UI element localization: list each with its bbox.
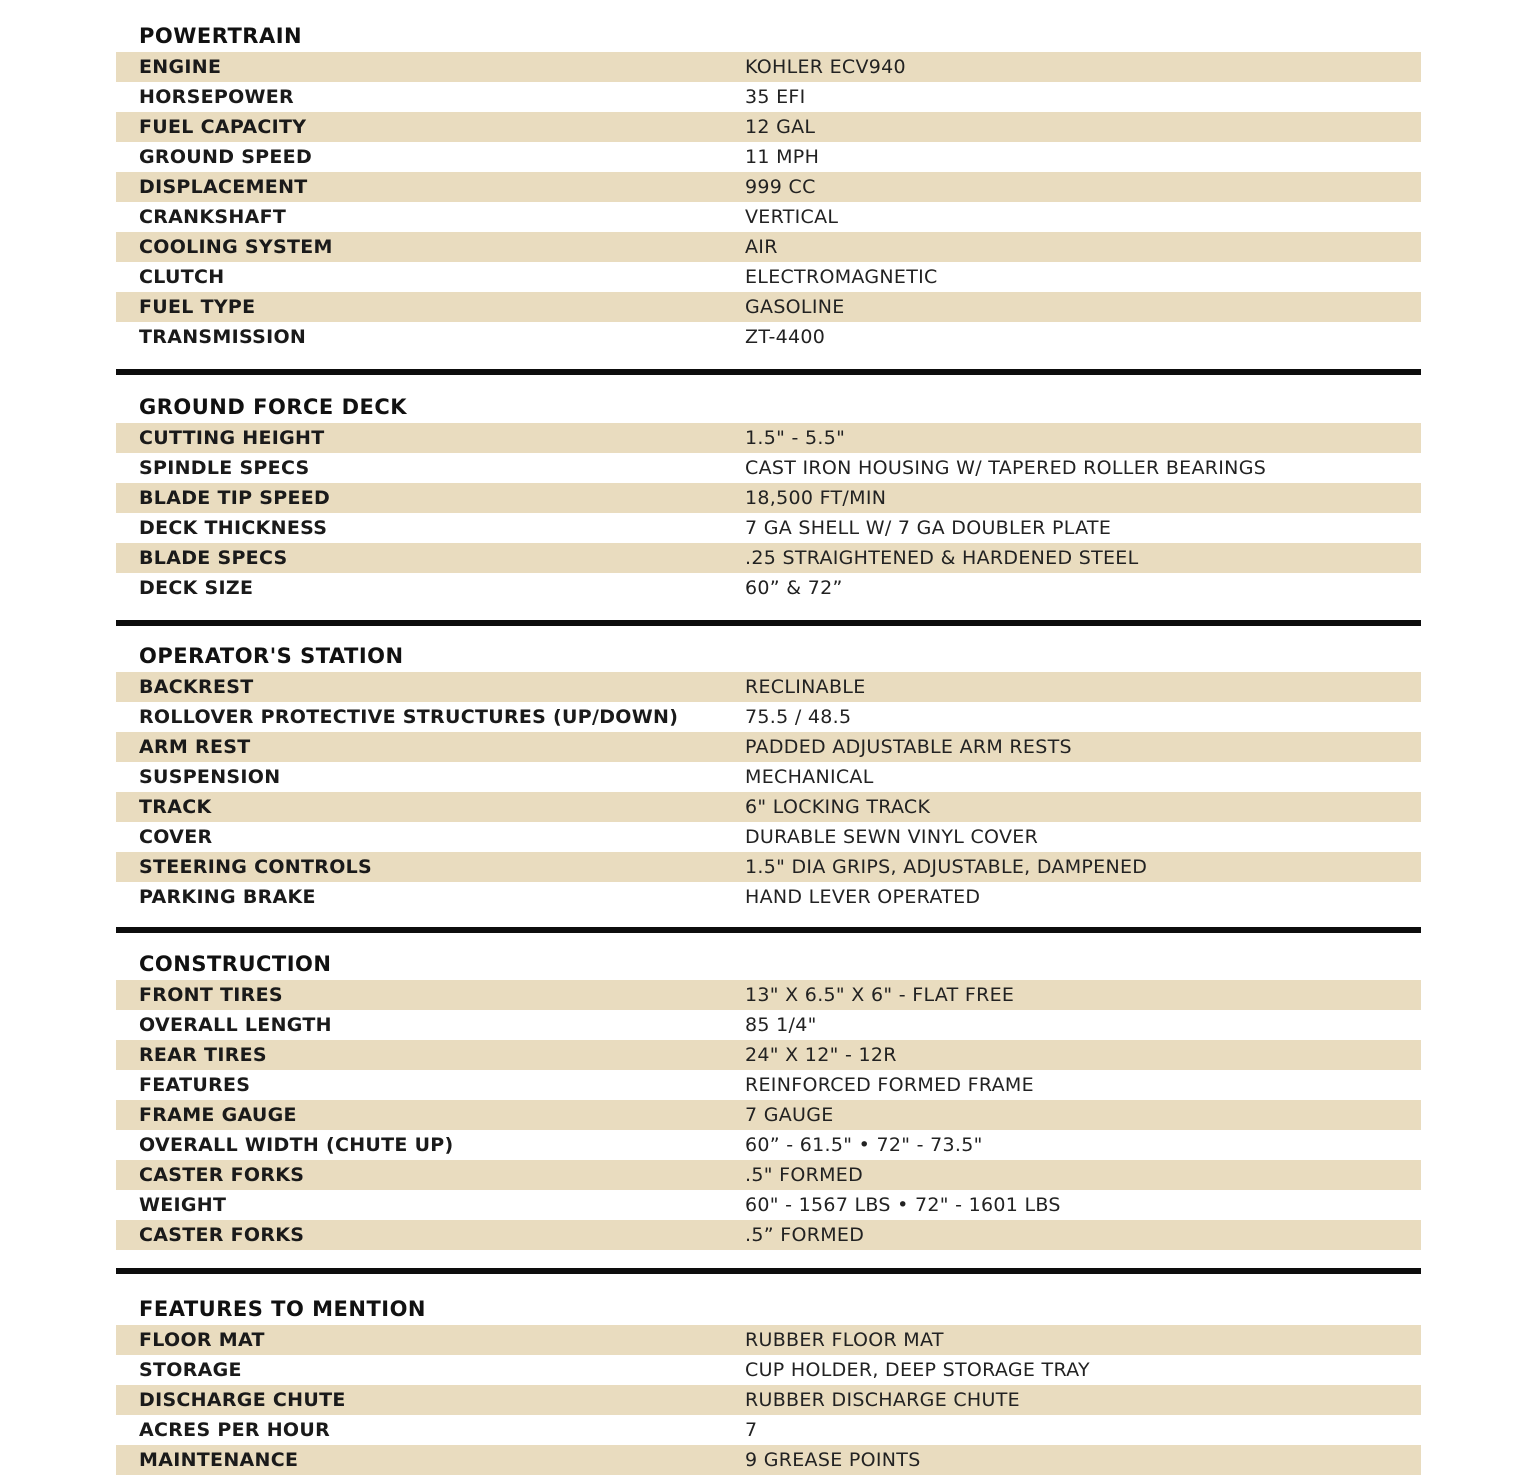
spec-value: 60” & 72” — [745, 577, 843, 599]
spec-value: MECHANICAL — [745, 766, 874, 788]
spec-label: FUEL TYPE — [139, 296, 256, 318]
spec-label: CUTTING HEIGHT — [139, 427, 325, 449]
spec-row — [116, 292, 1421, 322]
spec-label: BACKREST — [139, 676, 254, 698]
spec-label: BLADE TIP SPEED — [139, 487, 331, 509]
spec-sheet — [116, 20, 1421, 1475]
spec-value: 75.5 / 48.5 — [745, 706, 852, 728]
spec-row — [116, 1415, 1421, 1445]
spec-row — [116, 202, 1421, 232]
spec-label: DECK THICKNESS — [139, 517, 328, 539]
spec-value: CUP HOLDER, DEEP STORAGE TRAY — [745, 1359, 1090, 1381]
spec-value: 999 CC — [745, 176, 816, 198]
spec-row — [116, 1070, 1421, 1100]
spec-value: 1.5" - 5.5" — [745, 427, 846, 449]
spec-row — [116, 232, 1421, 262]
spec-value: PADDED ADJUSTABLE ARM RESTS — [745, 736, 1072, 758]
spec-value: REINFORCED FORMED FRAME — [745, 1074, 1034, 1096]
spec-label: DECK SIZE — [139, 577, 254, 599]
spec-value: 85 1/4" — [745, 1014, 817, 1036]
spec-label: FRAME GAUGE — [139, 1104, 297, 1126]
spec-value: 7 GA SHELL W/ 7 GA DOUBLER PLATE — [745, 517, 1112, 539]
spec-row — [116, 1040, 1421, 1070]
spec-row — [116, 82, 1421, 112]
spec-row — [116, 732, 1421, 762]
spec-value: DURABLE SEWN VINYL COVER — [745, 826, 1039, 848]
spec-value: RECLINABLE — [745, 676, 866, 698]
spec-label: CRANKSHAFT — [139, 206, 287, 228]
spec-row — [116, 322, 1421, 352]
spec-value: HAND LEVER OPERATED — [745, 886, 981, 908]
spec-label: SUSPENSION — [139, 766, 281, 788]
spec-label: OVERALL WIDTH (CHUTE UP) — [139, 1134, 454, 1156]
spec-row — [116, 1160, 1421, 1190]
spec-row — [116, 52, 1421, 82]
spec-value: ZT-4400 — [745, 326, 826, 348]
spec-row — [116, 1385, 1421, 1415]
spec-value: 1.5" DIA GRIPS, ADJUSTABLE, DAMPENED — [745, 856, 1148, 878]
spec-row — [116, 1190, 1421, 1220]
spec-value: RUBBER DISCHARGE CHUTE — [745, 1389, 1020, 1411]
spec-label: PARKING BRAKE — [139, 886, 316, 908]
spec-row — [116, 852, 1421, 882]
section-features-to-mention — [116, 1293, 1421, 1475]
spec-value: CAST IRON HOUSING W/ TAPERED ROLLER BEARINGS — [745, 457, 1267, 479]
spec-label: CASTER FORKS — [139, 1164, 305, 1186]
spec-label: HORSEPOWER — [139, 86, 294, 108]
spec-value: 24" X 12" - 12R — [745, 1044, 897, 1066]
spec-label: CASTER FORKS — [139, 1224, 305, 1246]
spec-value: 35 EFI — [745, 86, 806, 108]
spec-label: TRACK — [139, 796, 212, 818]
spec-row — [116, 1220, 1421, 1250]
spec-value: ELECTROMAGNETIC — [745, 266, 938, 288]
spec-row — [116, 172, 1421, 202]
spec-label: STEERING CONTROLS — [139, 856, 373, 878]
spec-row — [116, 483, 1421, 513]
spec-label: SPINDLE SPECS — [139, 457, 310, 479]
section-ground-force-deck — [116, 391, 1421, 603]
spec-value: 7 GAUGE — [745, 1104, 834, 1126]
section-title: CONSTRUCTION — [139, 952, 332, 976]
spec-row — [116, 882, 1421, 912]
spec-value: 11 MPH — [745, 146, 820, 168]
spec-row — [116, 543, 1421, 573]
section-divider — [116, 927, 1421, 933]
spec-value: 9 GREASE POINTS — [745, 1449, 921, 1471]
spec-label: FEATURES — [139, 1074, 251, 1096]
spec-row — [116, 453, 1421, 483]
spec-row — [116, 1010, 1421, 1040]
spec-row — [116, 792, 1421, 822]
spec-row — [116, 513, 1421, 543]
spec-label: REAR TIRES — [139, 1044, 267, 1066]
spec-label: BLADE SPECS — [139, 547, 288, 569]
spec-label: COOLING SYSTEM — [139, 236, 333, 258]
spec-label: WEIGHT — [139, 1194, 227, 1216]
spec-row — [116, 1100, 1421, 1130]
spec-value: .5” FORMED — [745, 1224, 865, 1246]
section-divider — [116, 1268, 1421, 1274]
spec-value: 60” - 61.5" • 72" - 73.5" — [745, 1134, 983, 1156]
spec-label: MAINTENANCE — [139, 1449, 299, 1471]
spec-value: 7 — [745, 1419, 758, 1441]
section-title: POWERTRAIN — [139, 24, 303, 48]
section-divider — [116, 620, 1421, 626]
spec-value: GASOLINE — [745, 296, 845, 318]
spec-value: 13" X 6.5" X 6" - FLAT FREE — [745, 984, 1015, 1006]
spec-row — [116, 1445, 1421, 1475]
spec-value: RUBBER FLOOR MAT — [745, 1329, 944, 1351]
section-title: FEATURES TO MENTION — [139, 1297, 427, 1321]
spec-value: 18,500 FT/MIN — [745, 487, 887, 509]
spec-value: 60" - 1567 LBS • 72" - 1601 LBS — [745, 1194, 1061, 1216]
spec-row — [116, 112, 1421, 142]
spec-row — [116, 672, 1421, 702]
section-title: GROUND FORCE DECK — [139, 395, 408, 419]
section-operators-station — [116, 640, 1421, 912]
spec-row — [116, 822, 1421, 852]
spec-value: 6" LOCKING TRACK — [745, 796, 931, 818]
spec-row — [116, 1130, 1421, 1160]
spec-label: STORAGE — [139, 1359, 242, 1381]
spec-label: ARM REST — [139, 736, 251, 758]
spec-value: .5" FORMED — [745, 1164, 864, 1186]
spec-label: FUEL CAPACITY — [139, 116, 307, 138]
spec-label: COVER — [139, 826, 213, 848]
spec-value: 12 GAL — [745, 116, 816, 138]
spec-row — [116, 262, 1421, 292]
spec-row — [116, 142, 1421, 172]
spec-label: FRONT TIRES — [139, 984, 283, 1006]
section-divider — [116, 369, 1421, 375]
spec-label: CLUTCH — [139, 266, 225, 288]
spec-row — [116, 980, 1421, 1010]
spec-label: OVERALL LENGTH — [139, 1014, 332, 1036]
spec-label: ENGINE — [139, 56, 222, 78]
spec-label: DISPLACEMENT — [139, 176, 308, 198]
spec-row — [116, 1325, 1421, 1355]
spec-row — [116, 423, 1421, 453]
spec-value: .25 STRAIGHTENED & HARDENED STEEL — [745, 547, 1139, 569]
spec-label: FLOOR MAT — [139, 1329, 265, 1351]
spec-value: AIR — [745, 236, 778, 258]
spec-label: TRANSMISSION — [139, 326, 307, 348]
section-construction — [116, 948, 1421, 1250]
section-powertrain — [116, 20, 1421, 352]
section-title: OPERATOR'S STATION — [139, 644, 404, 668]
spec-value: VERTICAL — [745, 206, 839, 228]
spec-row — [116, 702, 1421, 732]
spec-row — [116, 1355, 1421, 1385]
spec-value: KOHLER ECV940 — [745, 56, 906, 78]
spec-label: DISCHARGE CHUTE — [139, 1389, 346, 1411]
spec-label: GROUND SPEED — [139, 146, 313, 168]
spec-label: ACRES PER HOUR — [139, 1419, 331, 1441]
spec-row — [116, 762, 1421, 792]
spec-row — [116, 573, 1421, 603]
spec-label: ROLLOVER PROTECTIVE STRUCTURES (UP/DOWN) — [139, 706, 679, 728]
